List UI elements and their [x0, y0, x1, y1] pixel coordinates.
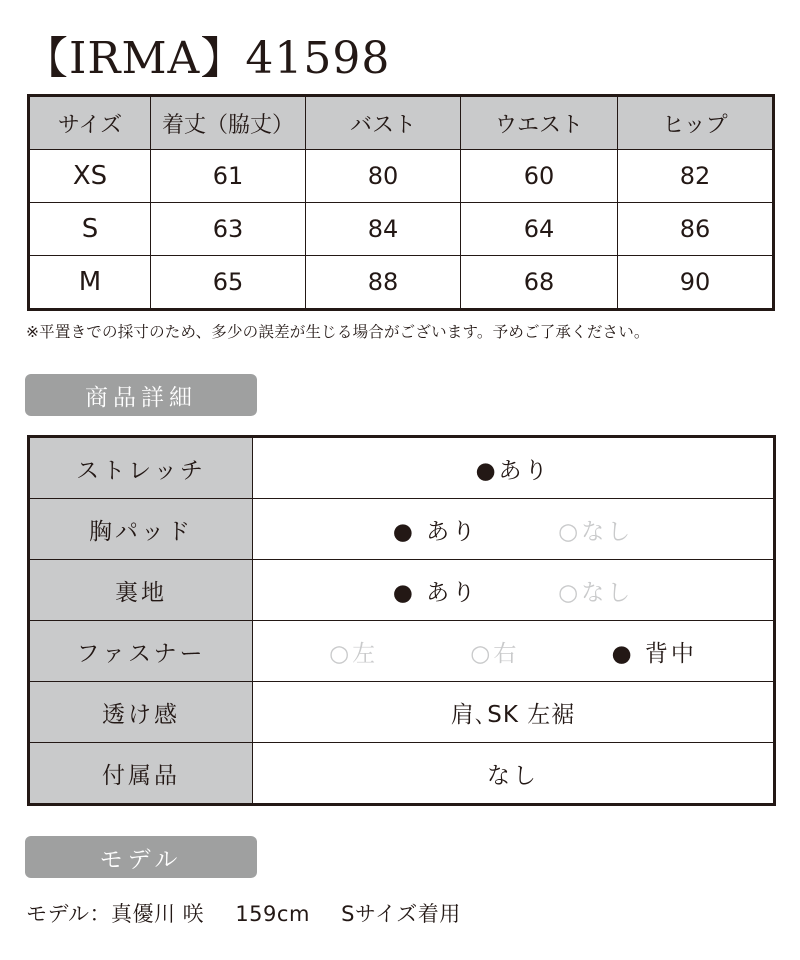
accessories-label: 付属品 — [29, 743, 253, 805]
table-row — [29, 203, 774, 256]
fastener-left: ○左 — [329, 640, 379, 667]
size-table-header-row — [29, 96, 774, 150]
header-hip: ヒップ — [618, 96, 774, 150]
hip-cell: 86 — [618, 203, 774, 256]
model-info — [26, 898, 485, 928]
hip-cell: 90 — [618, 256, 774, 310]
table-row — [29, 437, 775, 499]
accessories-value — [253, 743, 775, 805]
pad-no: ○なし — [558, 518, 634, 545]
lining-value — [253, 560, 775, 621]
size-table — [27, 94, 775, 311]
model-size: Sサイズ着用 — [341, 902, 461, 926]
lining-yes: ● あり — [392, 579, 479, 606]
details-heading: 商品詳細 — [25, 374, 257, 416]
page-title: 【IRMA】41598 — [24, 33, 391, 84]
details-table — [27, 435, 776, 806]
fastener-right: ○右 — [470, 640, 520, 667]
sheer-label: 透け感 — [29, 682, 253, 743]
length-cell: 65 — [151, 256, 306, 310]
model-heading: モデル — [25, 836, 257, 878]
hip-cell: 82 — [618, 150, 774, 203]
size-cell: XS — [29, 150, 151, 203]
model-name: モデル：真優川 咲 — [26, 902, 205, 926]
size-cell: M — [29, 256, 151, 310]
header-waist: ウエスト — [461, 96, 618, 150]
fastener-label: ファスナー — [29, 621, 253, 682]
header-bust: バスト — [306, 96, 461, 150]
fastener-back: ● 背中 — [611, 640, 697, 667]
model-height: 159cm — [235, 902, 310, 926]
bust-cell: 84 — [306, 203, 461, 256]
waist-cell: 68 — [461, 256, 618, 310]
table-row — [29, 256, 774, 310]
pad-value — [253, 499, 775, 560]
table-row — [29, 621, 775, 682]
bust-cell: 80 — [306, 150, 461, 203]
waist-cell: 60 — [461, 150, 618, 203]
size-cell: S — [29, 203, 151, 256]
fastener-value — [253, 621, 775, 682]
table-row — [29, 560, 775, 621]
accessories-text: なし — [487, 762, 539, 789]
stretch-value — [253, 437, 775, 499]
measurement-note: ※平置きでの採寸のため、多少の誤差が生じる場合がございます。予めご了承ください。 — [26, 323, 650, 341]
table-row — [29, 499, 775, 560]
header-size: サイズ — [29, 96, 151, 150]
table-row — [29, 150, 774, 203]
sheer-value — [253, 682, 775, 743]
header-length: 着丈（脇丈） — [151, 96, 306, 150]
lining-no: ○なし — [558, 579, 634, 606]
sheer-text: 肩､SK 左裾 — [450, 701, 576, 728]
stretch-yes: ●あり — [475, 457, 551, 484]
waist-cell: 64 — [461, 203, 618, 256]
length-cell: 63 — [151, 203, 306, 256]
bust-cell: 88 — [306, 256, 461, 310]
stretch-label: ストレッチ — [29, 437, 253, 499]
pad-label: 胸パッド — [29, 499, 253, 560]
pad-yes: ● あり — [392, 518, 479, 545]
table-row — [29, 743, 775, 805]
table-row — [29, 682, 775, 743]
lining-label: 裏地 — [29, 560, 253, 621]
length-cell: 61 — [151, 150, 306, 203]
